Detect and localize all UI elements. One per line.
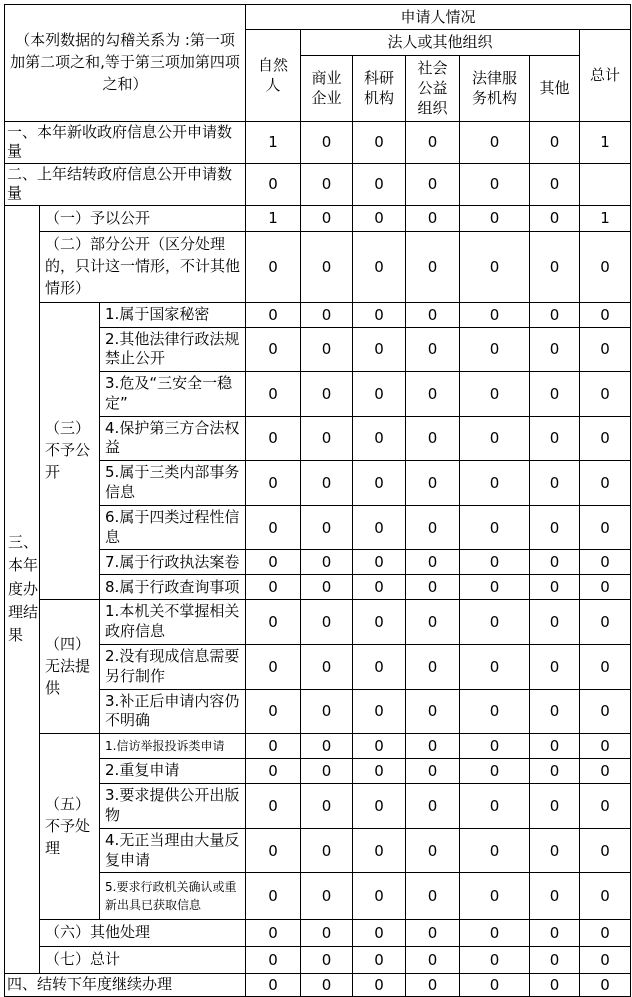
data-cell: 0 — [301, 121, 353, 163]
item-label-g3-2: 2.其他法律行政法规禁止公开 — [100, 327, 246, 372]
data-cell: 0 — [580, 759, 631, 784]
data-cell: 0 — [460, 645, 530, 690]
data-cell: 0 — [353, 873, 406, 920]
data-cell: 0 — [301, 947, 353, 974]
data-cell: 0 — [353, 550, 406, 575]
data-cell: 0 — [406, 372, 460, 417]
item-label-g3-5: 5.属于三类内部事务信息 — [100, 461, 246, 506]
data-cell: 0 — [530, 461, 580, 506]
data-cell: 0 — [580, 550, 631, 575]
data-cell: 0 — [353, 689, 406, 734]
header-public-welfare-org: 社会公益组织 — [406, 55, 460, 121]
header-applicant-situation: 申请人情况 — [246, 5, 631, 30]
data-cell: 0 — [580, 734, 631, 759]
data-cell: 0 — [580, 575, 631, 600]
data-cell: 0 — [246, 416, 301, 461]
data-cell: 0 — [301, 232, 353, 302]
table-row-g6 — [5, 920, 631, 947]
data-cell: 0 — [353, 575, 406, 600]
row-label-next-year: 四、结转下年度继续办理 — [5, 973, 246, 996]
header-row-1 — [5, 5, 631, 30]
data-cell: 0 — [353, 121, 406, 163]
data-cell: 0 — [406, 302, 460, 327]
item-label-g5-1: 1.信访举报投诉类申请 — [100, 734, 246, 759]
row-label-carried-over: 二、上年结转政府信息公开申请数量 — [5, 163, 246, 205]
data-cell: 0 — [353, 973, 406, 996]
data-cell: 0 — [460, 232, 530, 302]
data-cell: 0 — [353, 759, 406, 784]
data-cell: 0 — [580, 505, 631, 550]
data-cell: 0 — [460, 873, 530, 920]
data-cell: 0 — [246, 505, 301, 550]
data-cell: 0 — [246, 575, 301, 600]
data-cell: 0 — [406, 416, 460, 461]
data-cell: 0 — [580, 327, 631, 372]
data-cell: 0 — [530, 121, 580, 163]
data-cell: 0 — [301, 327, 353, 372]
data-cell: 0 — [301, 759, 353, 784]
data-cell: 0 — [460, 505, 530, 550]
table-row-g2 — [5, 232, 631, 302]
data-cell: 0 — [246, 947, 301, 974]
data-cell: 0 — [530, 232, 580, 302]
data-cell: 0 — [246, 689, 301, 734]
data-cell: 0 — [460, 575, 530, 600]
table-row-g3-1 — [5, 302, 631, 327]
data-cell: 0 — [460, 828, 530, 873]
data-cell: 0 — [460, 759, 530, 784]
data-cell: 0 — [406, 645, 460, 690]
data-cell: 0 — [301, 505, 353, 550]
data-cell: 0 — [580, 873, 631, 920]
data-cell: 0 — [301, 372, 353, 417]
data-cell: 0 — [246, 232, 301, 302]
data-cell: 0 — [353, 784, 406, 829]
data-cell: 0 — [353, 828, 406, 873]
data-cell: 0 — [580, 372, 631, 417]
data-cell: 0 — [406, 163, 460, 205]
data-cell — [580, 163, 631, 205]
data-cell: 0 — [530, 600, 580, 645]
data-cell: 0 — [353, 947, 406, 974]
data-cell: 0 — [460, 163, 530, 205]
data-cell: 0 — [580, 645, 631, 690]
data-cell: 0 — [406, 759, 460, 784]
data-cell: 0 — [530, 828, 580, 873]
data-cell: 0 — [246, 828, 301, 873]
data-cell: 0 — [353, 505, 406, 550]
group-label-g2: （二）部分公开（区分处理的，只计这一情形，不计其他情形） — [40, 232, 246, 302]
data-cell: 0 — [406, 600, 460, 645]
data-cell: 0 — [301, 784, 353, 829]
data-cell: 0 — [406, 784, 460, 829]
data-cell: 0 — [353, 327, 406, 372]
data-cell: 0 — [246, 973, 301, 996]
data-cell: 0 — [460, 973, 530, 996]
data-cell: 0 — [460, 302, 530, 327]
table-row-g1 — [5, 205, 631, 232]
data-cell: 0 — [580, 973, 631, 996]
item-label-g3-6: 6.属于四类过程性信息 — [100, 505, 246, 550]
header-commercial-enterprise: 商业企业 — [301, 55, 353, 121]
data-cell: 0 — [530, 550, 580, 575]
data-cell: 0 — [530, 302, 580, 327]
data-cell: 0 — [353, 645, 406, 690]
data-cell: 0 — [406, 734, 460, 759]
data-cell: 0 — [301, 645, 353, 690]
data-cell: 0 — [530, 920, 580, 947]
data-cell: 0 — [580, 600, 631, 645]
data-cell: 0 — [246, 302, 301, 327]
item-label-g3-3: 3.危及“三安全一稳定” — [100, 372, 246, 417]
data-cell: 0 — [460, 121, 530, 163]
data-cell: 0 — [246, 461, 301, 506]
data-cell: 0 — [530, 372, 580, 417]
header-natural-person: 自然人 — [246, 30, 301, 121]
data-cell: 0 — [530, 645, 580, 690]
data-cell: 0 — [530, 327, 580, 372]
data-cell: 0 — [246, 759, 301, 784]
data-cell: 0 — [580, 828, 631, 873]
data-cell: 0 — [460, 734, 530, 759]
data-cell: 0 — [406, 232, 460, 302]
table-row-g7 — [5, 947, 631, 974]
data-cell: 0 — [530, 575, 580, 600]
header-legal-service-org: 法律服务机构 — [460, 55, 530, 121]
table-row-new-received — [5, 121, 631, 163]
data-cell: 0 — [353, 205, 406, 232]
data-cell: 0 — [246, 163, 301, 205]
data-cell: 0 — [246, 550, 301, 575]
data-cell: 0 — [301, 689, 353, 734]
item-label-g4-1: 1.本机关不掌握相关政府信息 — [100, 600, 246, 645]
data-cell: 0 — [353, 163, 406, 205]
data-cell: 0 — [460, 920, 530, 947]
data-cell: 0 — [406, 461, 460, 506]
data-cell: 0 — [301, 416, 353, 461]
data-cell: 0 — [530, 947, 580, 974]
data-cell: 0 — [406, 327, 460, 372]
group-label-g6: （六）其他处理 — [40, 920, 246, 947]
item-label-g5-5: 5.要求行政机关确认或重新出具已获取信息 — [100, 873, 246, 920]
data-cell: 0 — [301, 600, 353, 645]
data-cell: 0 — [406, 973, 460, 996]
data-cell: 0 — [246, 734, 301, 759]
data-cell: 0 — [580, 920, 631, 947]
data-cell: 0 — [246, 600, 301, 645]
data-cell: 1 — [246, 121, 301, 163]
data-cell: 0 — [353, 416, 406, 461]
data-cell: 0 — [530, 759, 580, 784]
data-cell: 0 — [406, 121, 460, 163]
table-row-next-year — [5, 973, 631, 996]
data-cell: 0 — [246, 873, 301, 920]
data-cell: 0 — [580, 461, 631, 506]
item-label-g3-1: 1.属于国家秘密 — [100, 302, 246, 327]
group-label-g3: （三）不予公开 — [40, 302, 100, 600]
data-cell: 0 — [580, 784, 631, 829]
table-row-g4-1 — [5, 600, 631, 645]
data-cell: 0 — [301, 205, 353, 232]
data-cell: 0 — [580, 232, 631, 302]
item-label-g3-4: 4.保护第三方合法权益 — [100, 416, 246, 461]
data-cell: 0 — [301, 575, 353, 600]
data-cell: 0 — [301, 973, 353, 996]
data-cell: 0 — [353, 920, 406, 947]
header-research-institution: 科研机构 — [353, 55, 406, 121]
data-cell: 0 — [301, 920, 353, 947]
data-cell: 0 — [580, 689, 631, 734]
data-cell: 0 — [353, 372, 406, 417]
data-cell: 0 — [406, 205, 460, 232]
data-cell: 0 — [460, 205, 530, 232]
header-total: 总计 — [580, 30, 631, 121]
data-cell: 0 — [530, 205, 580, 232]
section-label-annual-results: 三、本年度办理结果 — [5, 205, 40, 973]
data-cell: 0 — [406, 920, 460, 947]
data-cell: 0 — [460, 689, 530, 734]
data-cell: 0 — [530, 873, 580, 920]
data-cell: 0 — [406, 828, 460, 873]
item-label-g5-2: 2.重复申请 — [100, 759, 246, 784]
data-cell: 0 — [301, 163, 353, 205]
data-cell: 0 — [246, 920, 301, 947]
data-cell: 0 — [246, 784, 301, 829]
group-label-g4: （四）无法提供 — [40, 600, 100, 734]
table-row-g5-1 — [5, 734, 631, 759]
data-cell: 0 — [301, 461, 353, 506]
data-cell: 0 — [301, 734, 353, 759]
item-label-g5-4: 4.无正当理由大量反复申请 — [100, 828, 246, 873]
data-cell: 0 — [301, 828, 353, 873]
item-label-g5-3: 3.要求提供公开出版物 — [100, 784, 246, 829]
data-cell: 0 — [246, 372, 301, 417]
group-label-g5: （五）不予处理 — [40, 734, 100, 920]
data-cell: 0 — [406, 505, 460, 550]
data-cell: 0 — [406, 873, 460, 920]
report-table — [4, 4, 631, 997]
data-cell: 0 — [353, 734, 406, 759]
item-label-g3-8: 8.属于行政查询事项 — [100, 575, 246, 600]
data-cell: 1 — [246, 205, 301, 232]
data-cell: 0 — [580, 416, 631, 461]
data-cell: 0 — [460, 416, 530, 461]
data-cell: 0 — [460, 784, 530, 829]
data-cell: 1 — [580, 121, 631, 163]
data-cell: 0 — [406, 947, 460, 974]
row-label-new-received: 一、本年新收政府信息公开申请数量 — [5, 121, 246, 163]
item-label-g4-3: 3.补正后申请内容仍不明确 — [100, 689, 246, 734]
data-cell: 0 — [353, 600, 406, 645]
data-cell: 0 — [460, 327, 530, 372]
header-other-org: 其他 — [530, 55, 580, 121]
data-cell: 0 — [301, 550, 353, 575]
table-row-carried-over — [5, 163, 631, 205]
data-cell: 0 — [580, 302, 631, 327]
data-cell: 0 — [406, 550, 460, 575]
data-cell: 0 — [246, 645, 301, 690]
data-cell: 0 — [460, 947, 530, 974]
data-cell: 0 — [353, 302, 406, 327]
corner-note: （本列数据的勾稽关系为 :第一项加第二项之和,等于第三项加第四项之和） — [5, 5, 246, 122]
data-cell: 0 — [530, 505, 580, 550]
data-cell: 0 — [353, 461, 406, 506]
data-cell: 0 — [460, 550, 530, 575]
data-cell: 0 — [460, 600, 530, 645]
data-cell: 0 — [406, 575, 460, 600]
item-label-g3-7: 7.属于行政执法案卷 — [100, 550, 246, 575]
data-cell: 0 — [530, 734, 580, 759]
data-cell: 0 — [353, 232, 406, 302]
item-label-g4-2: 2.没有现成信息需要另行制作 — [100, 645, 246, 690]
data-cell: 0 — [530, 689, 580, 734]
data-cell: 0 — [301, 873, 353, 920]
data-cell: 0 — [460, 461, 530, 506]
data-cell: 1 — [580, 205, 631, 232]
data-cell: 0 — [301, 302, 353, 327]
data-cell: 0 — [530, 973, 580, 996]
group-label-g7: （七）总计 — [40, 947, 246, 974]
data-cell: 0 — [460, 372, 530, 417]
header-legal-or-other-org: 法人或其他组织 — [301, 30, 580, 55]
data-cell: 0 — [530, 163, 580, 205]
data-cell: 0 — [580, 947, 631, 974]
data-cell: 0 — [530, 784, 580, 829]
group-label-g1: （一）予以公开 — [40, 205, 246, 232]
data-cell: 0 — [246, 327, 301, 372]
data-cell: 0 — [406, 689, 460, 734]
data-cell: 0 — [530, 416, 580, 461]
